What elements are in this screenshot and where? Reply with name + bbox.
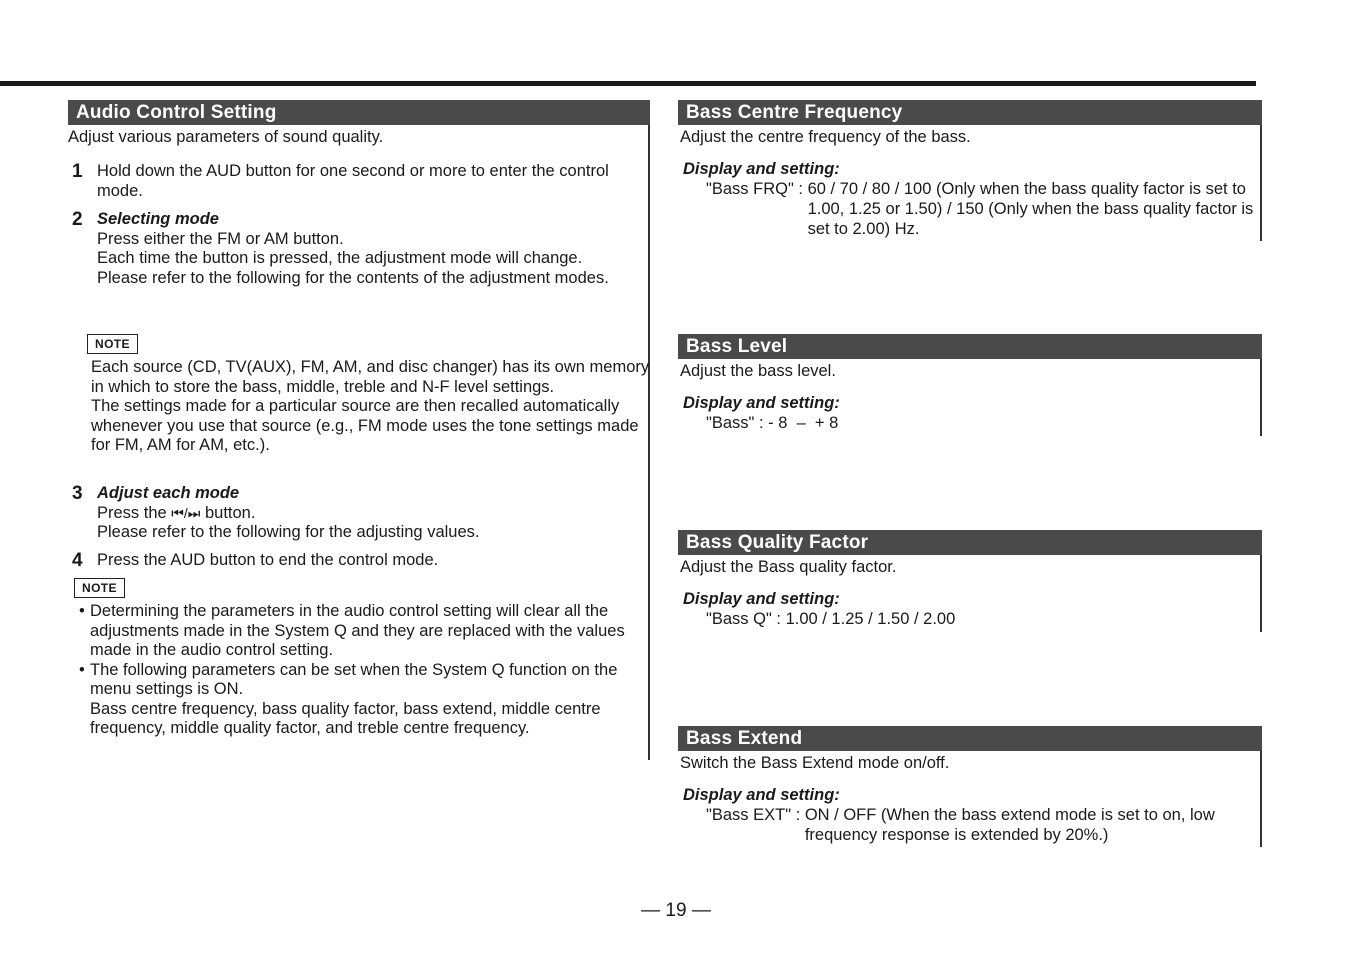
step-line: button. [200, 503, 256, 522]
section-title: Audio Control Setting [68, 100, 650, 125]
step-number: 3 [72, 483, 83, 504]
step-line: Please refer to the following for the contents of the adjustment modes. [97, 268, 609, 287]
note-line: The settings made for a particular source are then recalled automatically whenever you use that source (e.g., FM mode uses the tone settings made for FM, AM for AM, etc.). [91, 397, 639, 454]
step-number: 2 [72, 209, 83, 230]
section-title: Bass Extend [678, 726, 1262, 751]
note-1-body [91, 358, 651, 456]
display-setting-label: Display and setting: [683, 394, 840, 412]
note-line: Bass centre frequency, bass quality factor, bass extend, middle centre frequency, middle quality factor, and treble centre frequency. [90, 699, 601, 737]
section-intro: Adjust various parameters of sound quality. [68, 128, 384, 146]
display-setting-value: "Bass" : - 8 – + 8 [706, 414, 839, 432]
step-line: Each time the button is pressed, the adjustment mode will change. [97, 249, 583, 267]
step-1 [68, 162, 643, 201]
track-skip-icon: ⏮/⏭ [171, 504, 201, 521]
section-intro: Switch the Bass Extend mode on/off. [680, 754, 950, 772]
section-intro: Adjust the centre frequency of the bass. [680, 128, 971, 146]
step-text: Press the AUD button to end the control mode. [97, 551, 439, 569]
section-title: Bass Centre Frequency [678, 100, 1262, 125]
display-setting-value: "Bass Q" : 1.00 / 1.25 / 1.50 / 2.00 [706, 610, 956, 628]
bass-level-section [680, 334, 1262, 436]
note-label: NOTE [74, 578, 125, 598]
display-setting-label: Display and setting: [683, 590, 840, 608]
step-line: Press either the FM or AM button. [97, 229, 344, 248]
note-2-body [77, 602, 643, 739]
note-line: Each source (CD, TV(AUX), FM, AM, and disc changer) has its own memory in which to store the bass, middle, treble and N-F level settings. [91, 358, 650, 396]
step-number: 4 [72, 550, 83, 571]
step-4 [68, 551, 643, 571]
setting-value: ON / OFF (When the bass extend mode is set to on, low frequency response is extended by 20%.) [804, 806, 1215, 844]
step-number: 1 [72, 161, 83, 182]
setting-key: "Bass EXT" : [706, 806, 805, 824]
section-title: Bass Quality Factor [678, 530, 1262, 555]
note-bullet: • The following parameters can be set when the System Q function on the menu settings is ON. [77, 661, 643, 700]
step-line: Please refer to the following for the adjusting values. [97, 523, 480, 541]
note-bullet: • Determining the parameters in the audio control setting will clear all the adjustments made in the System Q and they are replaced with the values made in the audio control setting. [77, 602, 643, 661]
bass-quality-factor-section [680, 530, 1262, 632]
setting-key: "Bass FRQ" : [706, 180, 808, 198]
bass-extend-section [680, 726, 1262, 847]
section-title: Bass Level [678, 334, 1262, 359]
step-2 [68, 210, 643, 288]
step-title: Selecting mode [97, 210, 219, 228]
note-label: NOTE [87, 334, 138, 354]
section-intro: Adjust the bass level. [680, 362, 836, 380]
audio-control-section [68, 100, 650, 760]
section-intro: Adjust the Bass quality factor. [680, 558, 897, 576]
step-title: Adjust each mode [97, 484, 240, 502]
top-rule [0, 81, 1256, 86]
step-line: Press the [97, 503, 172, 522]
step-3 [68, 484, 643, 543]
setting-value: 60 / 70 / 80 / 100 (Only when the bass quality factor is set to 1.00, 1.25 or 1.50) / 150 (Only when the bass quality factor is set to 2.00) Hz. [807, 180, 1254, 238]
display-setting-value [680, 805, 1260, 845]
display-setting-value [680, 179, 1260, 239]
page-number: — 19 — [641, 900, 711, 921]
display-setting-label: Display and setting: [683, 786, 840, 804]
bass-centre-frequency-section [680, 100, 1262, 241]
display-setting-label: Display and setting: [683, 160, 840, 178]
step-text: Hold down the AUD button for one second or more to enter the control mode. [97, 162, 609, 200]
